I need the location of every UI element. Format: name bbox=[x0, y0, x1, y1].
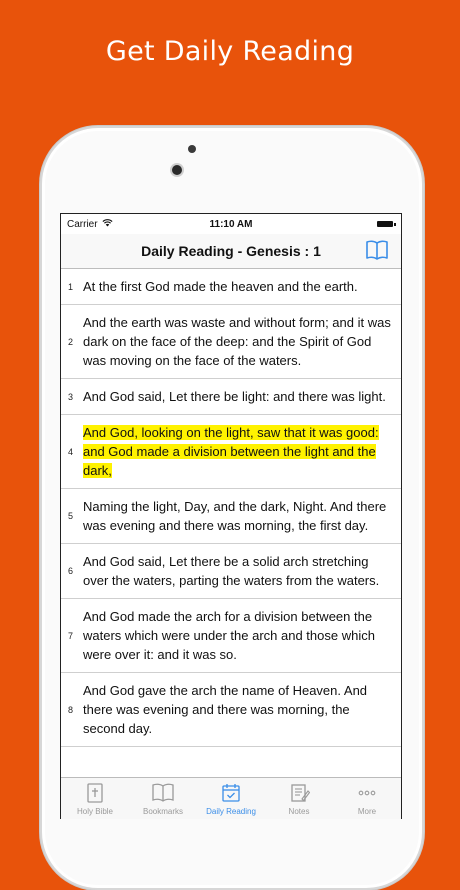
status-bar bbox=[61, 214, 401, 234]
tab-label: Daily Reading bbox=[206, 807, 256, 816]
verse-row-highlighted[interactable] bbox=[61, 415, 401, 489]
verse-number: 3 bbox=[68, 391, 74, 402]
more-icon bbox=[356, 782, 378, 804]
verse-text-highlighted: And God, looking on the light, saw that it was good: and God made a division between the light and the dark, bbox=[83, 425, 379, 478]
verse-number: 2 bbox=[68, 336, 74, 347]
verse-number: 4 bbox=[68, 446, 74, 457]
carrier-label: Carrier bbox=[67, 219, 98, 230]
verse-row[interactable] bbox=[61, 379, 401, 415]
verse-number: 5 bbox=[68, 511, 74, 521]
verse-text: At the first God made the heaven and the earth. bbox=[83, 279, 358, 294]
tab-daily-reading[interactable] bbox=[197, 778, 265, 819]
verse-text: And God gave the arch the name of Heaven. And there was evening and there was morning, the second day. bbox=[83, 683, 368, 736]
verse-list bbox=[61, 269, 401, 747]
verse-text: And the earth was waste and without form; and it was dark on the face of the deep: and the Spirit of God was moving on the face of the waters. bbox=[83, 315, 391, 368]
verse-row[interactable] bbox=[61, 489, 401, 544]
verse-row[interactable] bbox=[61, 269, 401, 305]
battery-icon bbox=[377, 221, 393, 227]
calendar-icon bbox=[220, 782, 242, 804]
app-screen bbox=[60, 213, 402, 819]
status-time: 11:10 AM bbox=[209, 219, 253, 230]
tab-bookmarks[interactable] bbox=[129, 778, 197, 819]
verse-number: 7 bbox=[68, 630, 74, 641]
nav-bar bbox=[61, 234, 401, 269]
tab-label: More bbox=[357, 807, 377, 816]
verse-text: And God made the arch for a division between the waters which were under the arch and those which were over it: and it was so. bbox=[83, 609, 375, 662]
tab-more[interactable] bbox=[333, 778, 401, 819]
verse-text: Naming the light, Day, and the dark, Night. And there was evening and there was morning, the first day. bbox=[83, 499, 387, 533]
page-title: Daily Reading - Genesis : 1 bbox=[141, 243, 321, 259]
verse-number: 1 bbox=[68, 281, 74, 292]
phone-speaker bbox=[188, 145, 196, 153]
verse-number: 8 bbox=[68, 704, 74, 715]
phone-camera bbox=[172, 165, 182, 175]
tab-holy-bible[interactable] bbox=[61, 778, 129, 819]
tab-label: Bookmarks bbox=[142, 807, 183, 816]
bible-icon bbox=[84, 782, 106, 804]
tab-bar bbox=[61, 777, 401, 819]
verse-row[interactable] bbox=[61, 305, 401, 379]
notes-icon bbox=[288, 782, 310, 804]
headline: Get Daily Reading bbox=[105, 36, 355, 67]
tab-label: Holy Bible bbox=[76, 807, 113, 816]
verse-row[interactable] bbox=[61, 544, 401, 599]
tab-notes[interactable] bbox=[265, 778, 333, 819]
bookmarks-icon bbox=[151, 782, 175, 804]
verse-text: And God said, Let there be light: and there was light. bbox=[83, 389, 386, 404]
verse-text: And God said, Let there be a solid arch stretching over the waters, parting the waters from the waters. bbox=[83, 554, 380, 588]
verse-row[interactable] bbox=[61, 599, 401, 673]
verse-number: 6 bbox=[68, 566, 74, 576]
verse-row[interactable] bbox=[61, 673, 401, 747]
open-book-icon[interactable] bbox=[365, 239, 389, 261]
tab-label: Notes bbox=[288, 807, 310, 816]
